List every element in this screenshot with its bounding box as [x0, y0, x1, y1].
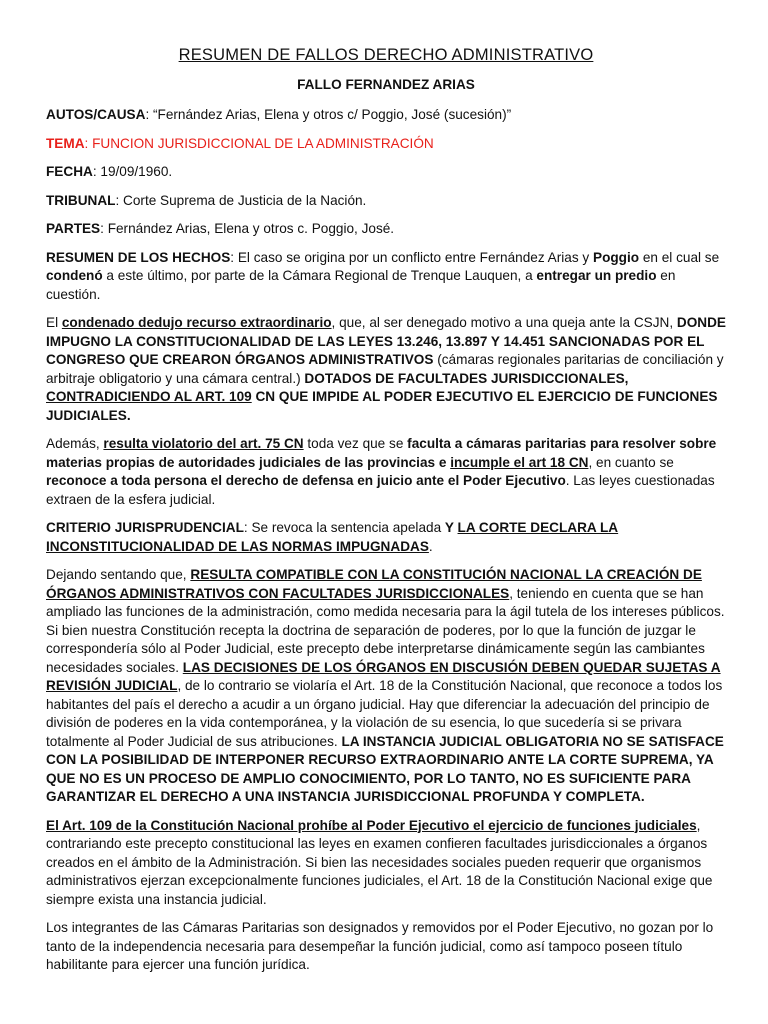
dejando-text: Dejando sentando que, — [46, 567, 191, 582]
recurso-bold: DOTADOS DE FACULTADES JURISDICCIONALES, — [304, 370, 629, 386]
recurso-text: (cámaras regionales paritarias de conciliación y arbitraje obligatorio y una cámara central.) — [46, 352, 724, 386]
ademas-bold: faculta a cámaras paritarias para resolver sobre materias propias de autoridades judiciales de las provincias e — [46, 436, 717, 470]
dejando-text: , de lo contrario se violaría el Art. 18 de la Constitución Nacional, que reconoce a todos los habitantes del país el derecho a acudir a un órgano judicial. Hay que diferenciar la adecuación del principio de división de poderes en la vida contemporánea, y la violación de su esencia, lo que sucedería si se privara totalmente al Poder Judicial de sus atribuciones. — [46, 678, 723, 749]
dejando-emphasis: LAS DECISIONES DE LOS ÓRGANOS EN DISCUSIÓN DEBEN QUEDAR SUJETAS A REVISIÓN JUDICIAL — [46, 659, 721, 693]
hechos-text: : El caso se origina por un conflicto entre Fernández Arias y — [230, 249, 593, 265]
fecha-line — [46, 163, 726, 182]
partes-value: : Fernández Arias, Elena y otros c. Poggio, José. — [100, 221, 395, 236]
autos-label: AUTOS/CAUSA — [46, 107, 146, 122]
art109-text: , contrariando este precepto constitucional las leyes en examen confieren facultades jurisdiccionales a órganos creados en el ámbito de la Administración. Si bien las necesidades sociales pueden requerir que organismos administrativos ejerzan excepcionalmente funciones judiciales, el Art. 18 de la Constitución Nacional exige que siempre exista una instancia judicial. — [46, 817, 713, 907]
dejando-paragraph — [46, 566, 726, 807]
recurso-bold: CN QUE IMPIDE AL PODER EJECUTIVO EL EJERCICIO DE FUNCIONES JUDICIALES. — [46, 389, 718, 423]
recurso-bold: DONDE IMPUGNO LA CONSTITUCIONALIDAD DE LAS LEYES 13.246, 13.897 Y 14.451 SANCIONADAS POR EL CONGRESO QUE CREARON ÓRGANOS ADMINISTRATIVOS — [46, 315, 726, 367]
fecha-value: : 19/09/1960. — [92, 164, 173, 179]
dejando-emphasis: RESULTA COMPATIBLE CON LA CONSTITUCIÓN NACIONAL LA CREACIÓN DE ÓRGANOS ADMINISTRATIVOS CON FACULTADES JURISDICCIONALES — [46, 567, 702, 601]
hechos-paragraph — [46, 249, 726, 305]
hechos-text: a este último, por parte de la Cámara Regional de Trenque Lauquen, a — [102, 268, 537, 283]
recurso-text: , que, al ser denegado motivo a una queja ante la CSJN, — [331, 315, 677, 330]
ademas-text: toda vez que se — [303, 436, 408, 451]
document-page — [46, 44, 726, 985]
ademas-paragraph — [46, 435, 726, 509]
autos-value: : “Fernández Arias, Elena y otros c/ Poggio, José (sucesión)” — [145, 107, 512, 122]
hechos-bold: Poggio — [593, 249, 640, 265]
dejando-bold: LA INSTANCIA JUDICIAL OBLIGATORIA NO SE SATISFACE CON LA POSIBILIDAD DE INTERPONER RECURSO EXTRAORDINARIO ANTE LA CORTE SUPREMA, YA QUE NO ES UN PROCESO DE AMPLIO CONOCIMIENTO, POR LO TANTO, NO ES SUFICIENTE PARA GARANTIZAR EL DERECHO A UNA INSTANCIA JURISDICCIONAL PROFUNDA Y COMPLETA. — [46, 733, 724, 804]
tribunal-line — [46, 192, 726, 211]
hechos-text: en cuestión. — [46, 268, 676, 302]
hechos-text: en el cual se — [639, 249, 720, 265]
recurso-paragraph — [46, 314, 726, 425]
criterio-label: CRITERIO JURISPRUDENCIAL — [46, 520, 244, 535]
hechos-bold: condenó — [46, 268, 103, 283]
partes-line — [46, 220, 726, 239]
fallo-title: FALLO FERNANDEZ ARIAS — [297, 77, 475, 92]
criterio-text: . — [428, 538, 433, 554]
ademas-text: , en cuanto se — [588, 454, 674, 470]
hechos-label: RESUMEN DE LOS HECHOS — [46, 249, 231, 265]
ademas-bold: reconoce a toda persona el derecho de defensa en juicio ante el Poder Ejecutivo — [46, 473, 566, 488]
hechos-bold: entregar un predio — [536, 268, 657, 283]
recurso-emphasis: condenado dedujo recurso extraordinario — [61, 315, 332, 330]
tema-line — [46, 135, 726, 154]
criterio-paragraph — [46, 519, 726, 556]
ademas-text: . Las leyes cuestionadas extraen de la esfera judicial. — [46, 473, 715, 507]
criterio-text: : Se revoca la sentencia apelada — [243, 520, 445, 535]
ademas-text: Además, — [46, 436, 104, 451]
criterio-bold: Y — [444, 520, 458, 535]
recurso-text: El — [46, 315, 62, 330]
tribunal-value: : Corte Suprema de Justicia de la Nación. — [115, 192, 367, 208]
recurso-emphasis: CONTRADICIENDO AL ART. 109 — [46, 389, 252, 404]
integrantes-paragraph — [46, 919, 726, 975]
criterio-emphasis: LA CORTE DECLARA LA INCONSTITUCIONALIDAD DE LAS NORMAS IMPUGNADAS — [46, 520, 619, 554]
fecha-label: FECHA — [46, 164, 93, 179]
integrantes-text: Los integrantes de las Cámaras Paritarias son designados y removidos por el Poder Ejecutivo, no gozan por lo tanto de la independencia necesaria para desempeñar la función judicial, como así tampoco poseen título habilitante para ejercer una función jurídica. — [46, 920, 714, 972]
tema-value: : FUNCION JURISDICCIONAL DE LA ADMINISTRACIÓN — [84, 135, 434, 151]
ademas-emphasis: incumple el art 18 CN — [450, 454, 589, 470]
tribunal-label: TRIBUNAL — [46, 192, 116, 208]
tema-label: TEMA — [46, 135, 85, 151]
dejando-text: , teniendo en cuenta que se han ampliado las funciones de la administración, como medida necesaria para la ágil tutela de los intereses públicos. Si bien nuestra Constitución recepta la doctrina de separación de poderes, por lo que la función de juzgar le correspondería sólo al Poder Judicial, este precepto debe interpretarse dinámicamente según las cambiantes necesidades sociales. — [46, 585, 725, 675]
art109-paragraph — [46, 817, 726, 910]
document-title: RESUMEN DE FALLOS DERECHO ADMINISTRATIVO — [178, 46, 594, 64]
art109-emphasis: El Art. 109 de la Constitución Nacional prohíbe al Poder Ejecutivo el ejercicio de funciones judiciales — [46, 817, 697, 833]
autos-causa-line — [46, 106, 726, 125]
ademas-emphasis: resulta violatorio del art. 75 CN — [103, 436, 304, 451]
partes-label: PARTES — [46, 221, 101, 236]
